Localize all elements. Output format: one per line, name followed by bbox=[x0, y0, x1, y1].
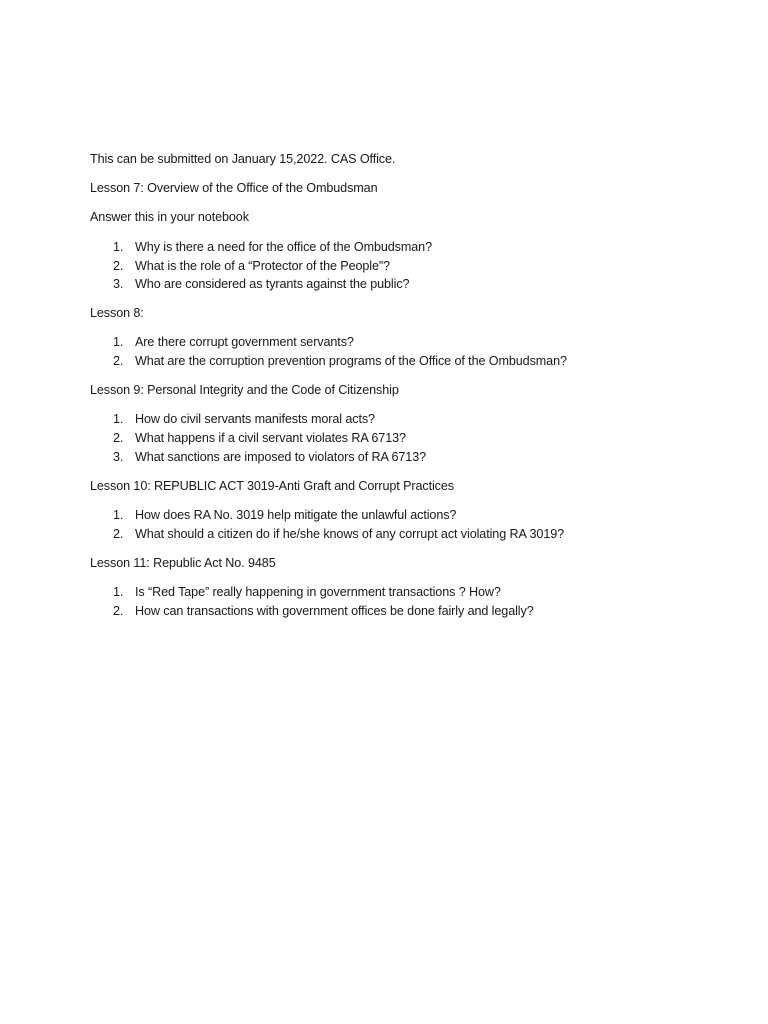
lesson-7-heading: Lesson 7: Overview of the Office of the Ombudsman bbox=[90, 181, 378, 195]
lesson-10-heading: Lesson 10: REPUBLIC ACT 3019-Anti Graft and Corrupt Practices bbox=[90, 479, 454, 493]
list-text: What sanctions are imposed to violators of RA 6713? bbox=[135, 450, 427, 464]
list-text: How can transactions with government offices be done fairly and legally? bbox=[135, 604, 534, 618]
list-text: Who are considered as tyrants against the public? bbox=[135, 277, 410, 291]
list-number: 1. bbox=[113, 508, 124, 522]
list-number: 3. bbox=[113, 277, 124, 291]
lesson-7-instruction: Answer this in your notebook bbox=[90, 210, 249, 224]
list-number: 2. bbox=[113, 354, 124, 368]
intro-text: This can be submitted on January 15,2022. CAS Office. bbox=[90, 152, 396, 166]
list-number: 2. bbox=[113, 431, 124, 445]
lesson-11-heading: Lesson 11: Republic Act No. 9485 bbox=[90, 556, 276, 570]
list-text: Why is there a need for the office of the Ombudsman? bbox=[135, 240, 432, 254]
list-text: What happens if a civil servant violates RA 6713? bbox=[135, 431, 406, 445]
list-text: What is the role of a “Protector of the People”? bbox=[135, 259, 390, 273]
list-text: How do civil servants manifests moral acts? bbox=[135, 412, 375, 426]
list-text: What should a citizen do if he/she knows of any corrupt act violating RA 3019? bbox=[135, 527, 565, 541]
lesson-8-heading: Lesson 8: bbox=[90, 306, 144, 320]
list-number: 2. bbox=[113, 527, 124, 541]
lesson-9-heading: Lesson 9: Personal Integrity and the Code of Citizenship bbox=[90, 383, 399, 397]
list-number: 2. bbox=[113, 259, 124, 273]
list-text: Is “Red Tape” really happening in government transactions ? How? bbox=[135, 585, 501, 599]
list-text: Are there corrupt government servants? bbox=[135, 335, 354, 349]
list-text: How does RA No. 3019 help mitigate the unlawful actions? bbox=[135, 508, 457, 522]
list-number: 3. bbox=[113, 450, 124, 464]
list-number: 1. bbox=[113, 240, 124, 254]
list-number: 1. bbox=[113, 335, 124, 349]
list-number: 2. bbox=[113, 604, 124, 618]
list-number: 1. bbox=[113, 585, 124, 599]
list-text: What are the corruption prevention programs of the Office of the Ombudsman? bbox=[135, 354, 567, 368]
list-number: 1. bbox=[113, 412, 124, 426]
